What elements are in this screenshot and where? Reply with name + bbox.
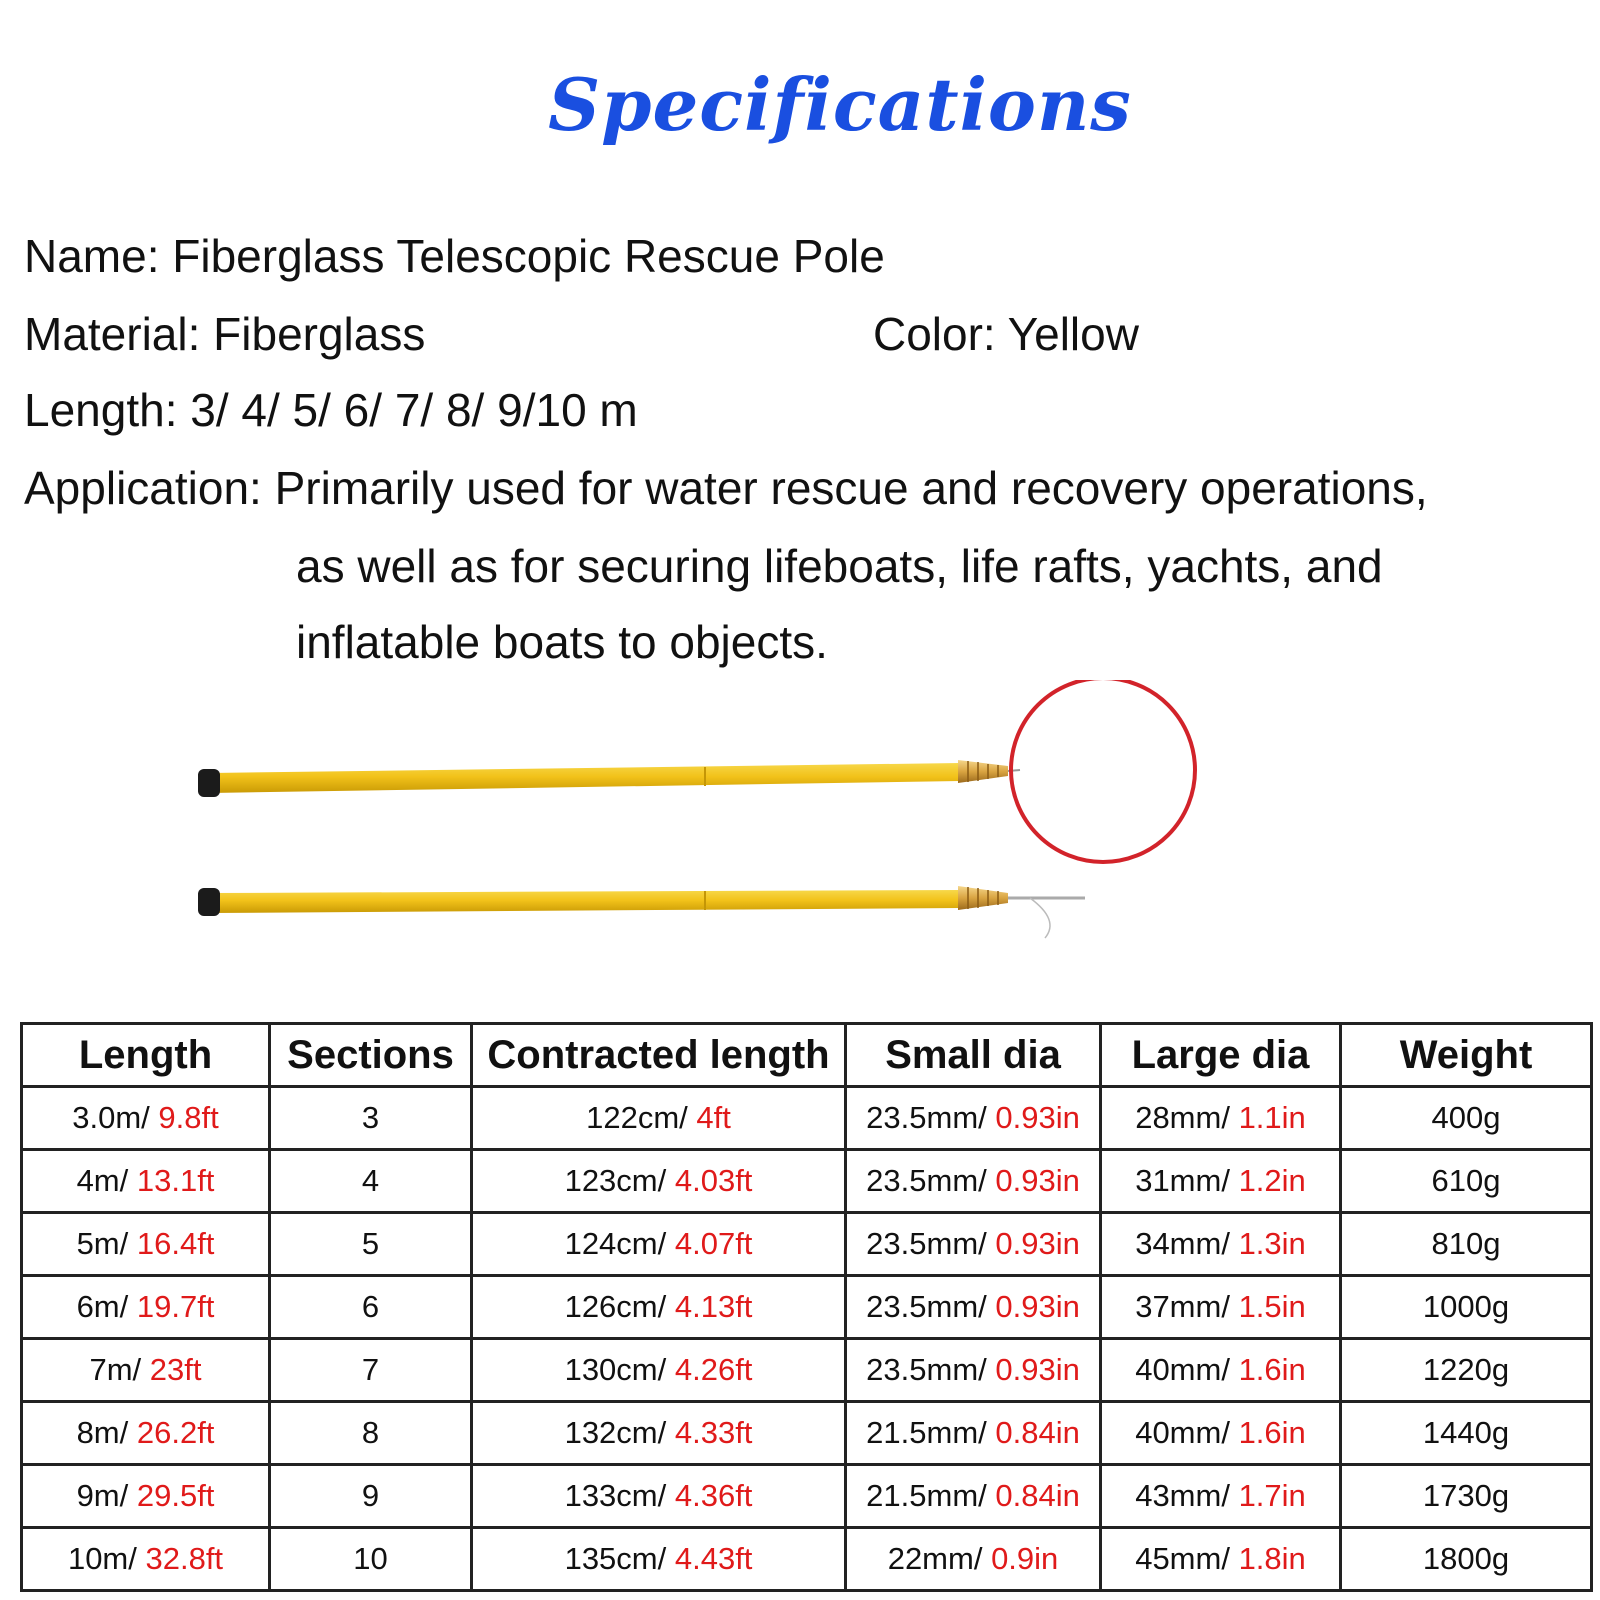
rescue-pole-with-hook-icon: [198, 886, 1085, 938]
table-row: [22, 1402, 1592, 1465]
table-row: [22, 1339, 1592, 1402]
cell-weight: 1000g: [1341, 1276, 1592, 1339]
cell-sections: 3: [270, 1087, 472, 1150]
cell-large-dia: 43mm/ 1.7in: [1101, 1465, 1341, 1528]
header-length: Length: [22, 1024, 270, 1087]
table-row: [22, 1465, 1592, 1528]
cell-weight: 400g: [1341, 1087, 1592, 1150]
cell-sections: 6: [270, 1276, 472, 1339]
spec-name: Name: Fiberglass Telescopic Rescue Pole: [24, 230, 885, 282]
spec-application-line-2: as well as for securing lifeboats, life rafts, yachts, and: [296, 540, 1383, 592]
cell-large-dia: 34mm/ 1.3in: [1101, 1213, 1341, 1276]
cell-contracted: 135cm/ 4.43ft: [472, 1528, 846, 1591]
cell-length: 3.0m/ 9.8ft: [22, 1087, 270, 1150]
cell-sections: 4: [270, 1150, 472, 1213]
table-row: [22, 1087, 1592, 1150]
table-row: [22, 1276, 1592, 1339]
cell-small-dia: 21.5mm/ 0.84in: [846, 1465, 1101, 1528]
spec-length: Length: 3/ 4/ 5/ 6/ 7/ 8/ 9/10 m: [24, 384, 638, 436]
cell-contracted: 132cm/ 4.33ft: [472, 1402, 846, 1465]
header-large-dia: Large dia: [1101, 1024, 1341, 1087]
cell-large-dia: 40mm/ 1.6in: [1101, 1339, 1341, 1402]
cell-weight: 1440g: [1341, 1402, 1592, 1465]
header-weight: Weight: [1341, 1024, 1592, 1087]
cell-small-dia: 23.5mm/ 0.93in: [846, 1213, 1101, 1276]
cell-small-dia: 22mm/ 0.9in: [846, 1528, 1101, 1591]
cell-large-dia: 45mm/ 1.8in: [1101, 1528, 1341, 1591]
cell-weight: 1800g: [1341, 1528, 1592, 1591]
cell-sections: 7: [270, 1339, 472, 1402]
cell-sections: 5: [270, 1213, 472, 1276]
cell-sections: 8: [270, 1402, 472, 1465]
spec-application-line-3: inflatable boats to objects.: [296, 616, 828, 668]
cell-length: 9m/ 29.5ft: [22, 1465, 270, 1528]
cell-length: 5m/ 16.4ft: [22, 1213, 270, 1276]
table-row: [22, 1150, 1592, 1213]
table-header-row: [22, 1024, 1592, 1087]
cell-small-dia: 21.5mm/ 0.84in: [846, 1402, 1101, 1465]
cell-weight: 1220g: [1341, 1339, 1592, 1402]
spec-table: [20, 1022, 1593, 1592]
cell-large-dia: 40mm/ 1.6in: [1101, 1402, 1341, 1465]
cell-length: 7m/ 23ft: [22, 1339, 270, 1402]
cell-contracted: 123cm/ 4.03ft: [472, 1150, 846, 1213]
cell-contracted: 130cm/ 4.26ft: [472, 1339, 846, 1402]
cell-contracted: 126cm/ 4.13ft: [472, 1276, 846, 1339]
cell-length: 10m/ 32.8ft: [22, 1528, 270, 1591]
cell-contracted: 133cm/ 4.36ft: [472, 1465, 846, 1528]
cell-length: 8m/ 26.2ft: [22, 1402, 270, 1465]
cell-weight: 810g: [1341, 1213, 1592, 1276]
cell-length: 4m/ 13.1ft: [22, 1150, 270, 1213]
cell-small-dia: 23.5mm/ 0.93in: [846, 1087, 1101, 1150]
header-contracted-length: Contracted length: [472, 1024, 846, 1087]
cell-contracted: 124cm/ 4.07ft: [472, 1213, 846, 1276]
product-illustration: [180, 680, 1260, 980]
cell-small-dia: 23.5mm/ 0.93in: [846, 1339, 1101, 1402]
page-title: Specifications: [548, 62, 1132, 147]
table-row: [22, 1213, 1592, 1276]
header-sections: Sections: [270, 1024, 472, 1087]
cell-small-dia: 23.5mm/ 0.93in: [846, 1150, 1101, 1213]
cell-length: 6m/ 19.7ft: [22, 1276, 270, 1339]
cell-sections: 9: [270, 1465, 472, 1528]
cell-large-dia: 37mm/ 1.5in: [1101, 1276, 1341, 1339]
cell-large-dia: 28mm/ 1.1in: [1101, 1087, 1341, 1150]
table-row: [22, 1528, 1592, 1591]
cell-contracted: 122cm/ 4ft: [472, 1087, 846, 1150]
cell-large-dia: 31mm/ 1.2in: [1101, 1150, 1341, 1213]
cell-weight: 610g: [1341, 1150, 1592, 1213]
cell-weight: 1730g: [1341, 1465, 1592, 1528]
spec-color: Color: Yellow: [873, 308, 1139, 360]
cell-small-dia: 23.5mm/ 0.93in: [846, 1276, 1101, 1339]
cell-sections: 10: [270, 1528, 472, 1591]
spec-material: Material: Fiberglass: [24, 308, 426, 360]
spec-application: Application: Primarily used for water rescue and recovery operations,: [24, 462, 1428, 514]
rescue-pole-with-ring-icon: [198, 680, 1195, 862]
header-small-dia: Small dia: [846, 1024, 1101, 1087]
